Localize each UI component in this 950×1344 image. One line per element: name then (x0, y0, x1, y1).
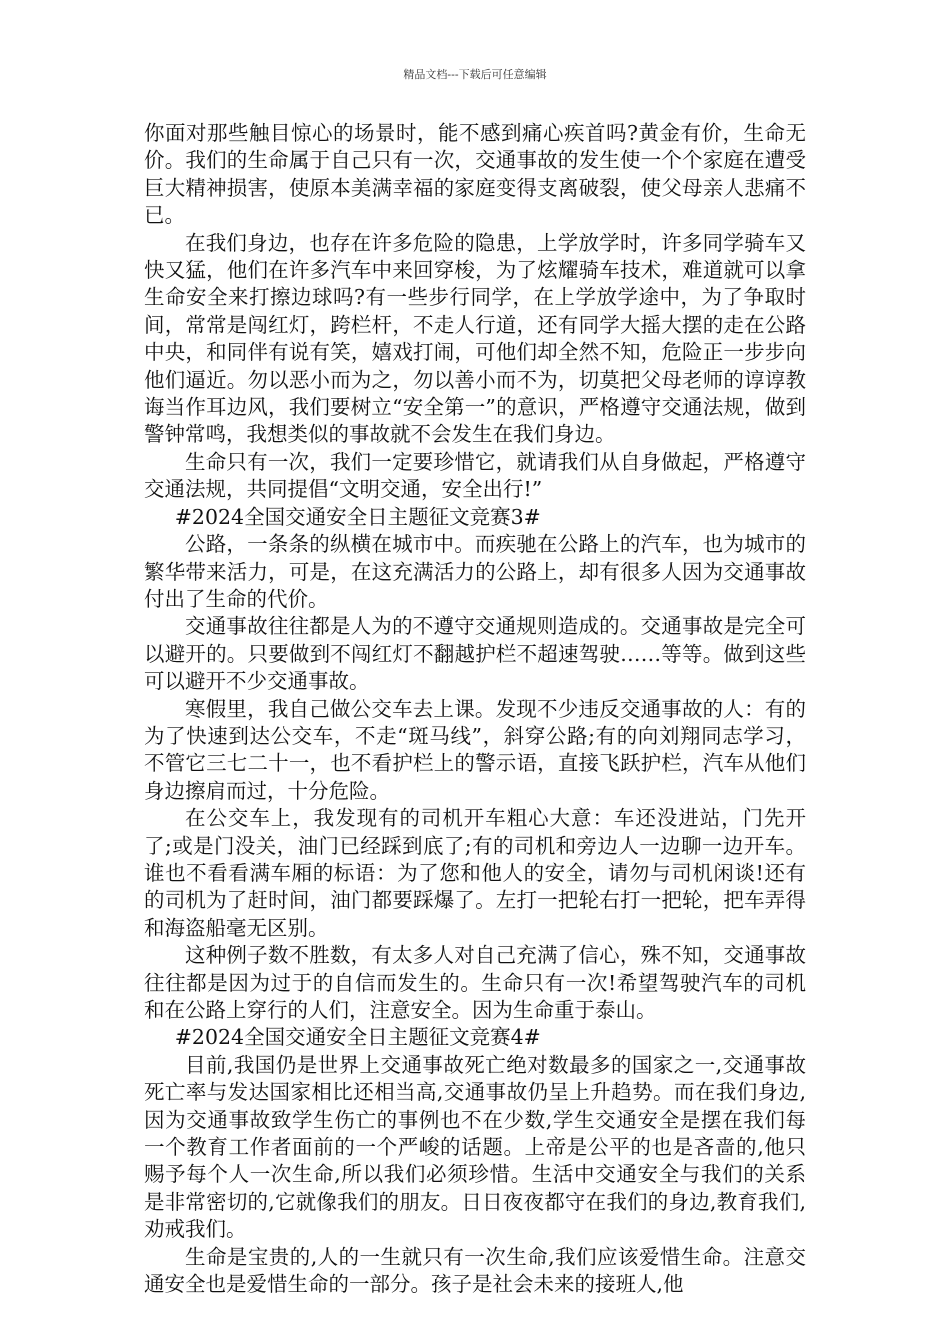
paragraph-2: 在我们身边，也存在许多危险的隐患，上学放学时，许多同学骑车又快又猛，他们在许多汽车中来回穿梭，为了炫耀骑车技术，难道就可以拿生命安全来打擦边球吗?有一些步行同学，在上学放学途中，为了争取时间，常常是闯红灯，跨栏杆，不走人行道，还有同学大摇大摆的走在公路中央，和同伴有说有笑，嬉戏打闹，可他们却全然不知，危险正一步步向他们逼近。勿以恶小而为之，勿以善小而不为，切莫把父母老师的谆谆教诲当作耳边风，我们要树立“安全第一”的意识，严格遵守交通法规，做到警钟常鸣，我想类似的事故就不会发生在我们身边。 (144, 230, 806, 447)
paragraph-6: 寒假里，我自己做公交车去上课。发现不少违反交通事故的人：有的为了快速到达公交车，不走“斑马线”，斜穿公路;有的向刘翔同志学习，不管它三七二十一，也不看护栏上的警示语，直接飞跃护栏，汽车从他们身边擦肩而过，十分危险。 (144, 696, 806, 803)
paragraph-4: 公路，一条条的纵横在城市中。而疾驰在公路上的汽车，也为城市的繁华带来活力，可是，在这充满活力的公路上，却有很多人因为交通事故付出了生命的代价。 (144, 532, 806, 611)
paragraph-5: 交通事故往往都是人为的不遵守交通规则造成的。交通事故是完全可以避开的。只要做到不闯红灯不翻越护栏不超速驾驶……等等。做到这些可以避开不少交通事故。 (144, 614, 806, 694)
paragraph-3: 生命只有一次，我们一定要珍惜它，就请我们从自身做起，严格遵守交通法规，共同提倡“文明交通，安全出行!” (144, 449, 806, 502)
page-header: 精品文档---下载后可任意编辑 (403, 68, 547, 81)
paragraph-10: 生命是宝贵的,人的一生就只有一次生命,我们应该爱惜生命。注意交通安全也是爱惜生命的一部分。孩子是社会未来的接班人,他 (144, 1244, 806, 1297)
paragraph-7: 在公交车上，我发现有的司机开车粗心大意：车还没进站，门先开了;或是门没关，油门已经踩到底了;有的司机和旁边人一边聊一边开车。谁也不看看满车厢的标语：为了您和他人的安全，请勿与司机闲谈!还有的司机为了赶时间，油门都要踩爆了。左打一把轮右打一把轮，把车弄得和海盗船毫无区别。 (144, 806, 806, 940)
section-heading-4: #2024全国交通安全日主题征文竞赛4# (174, 1025, 541, 1050)
section-heading-3: #2024全国交通安全日主题征文竞赛3# (174, 504, 541, 529)
document-body (144, 120, 806, 1298)
paragraph-1: 你面对那些触目惊心的场景时，能不感到痛心疾首吗?黄金有价，生命无价。我们的生命属于自己只有一次，交通事故的发生使一个个家庭在遭受巨大精神损害，使原本美满幸福的家庭变得支离破裂，使父母亲人悲痛不已。 (144, 121, 806, 228)
paragraph-9: 目前,我国仍是世界上交通事故死亡绝对数最多的国家之一,交通事故死亡率与发达国家相比还相当高,交通事故仍呈上升趋势。而在我们身边,因为交通事故致学生伤亡的事例也不在少数,学生交通安全是摆在我们每一个教育工作者面前的一个严峻的话题。上帝是公平的也是吝啬的,他只赐予每个人一次生命,所以我们必须珍惜。生活中交通安全与我们的关系是非常密切的,它就像我们的朋友。日日夜夜都守在我们的身边,教育我们,劝戒我们。 (144, 1052, 806, 1242)
paragraph-8: 这种例子数不胜数，有太多人对自己充满了信心，殊不知，交通事故往往都是因为过于的自信而发生的。生命只有一次!希望驾驶汽车的司机和在公路上穿行的人们，注意安全。因为生命重于泰山。 (144, 943, 806, 1022)
